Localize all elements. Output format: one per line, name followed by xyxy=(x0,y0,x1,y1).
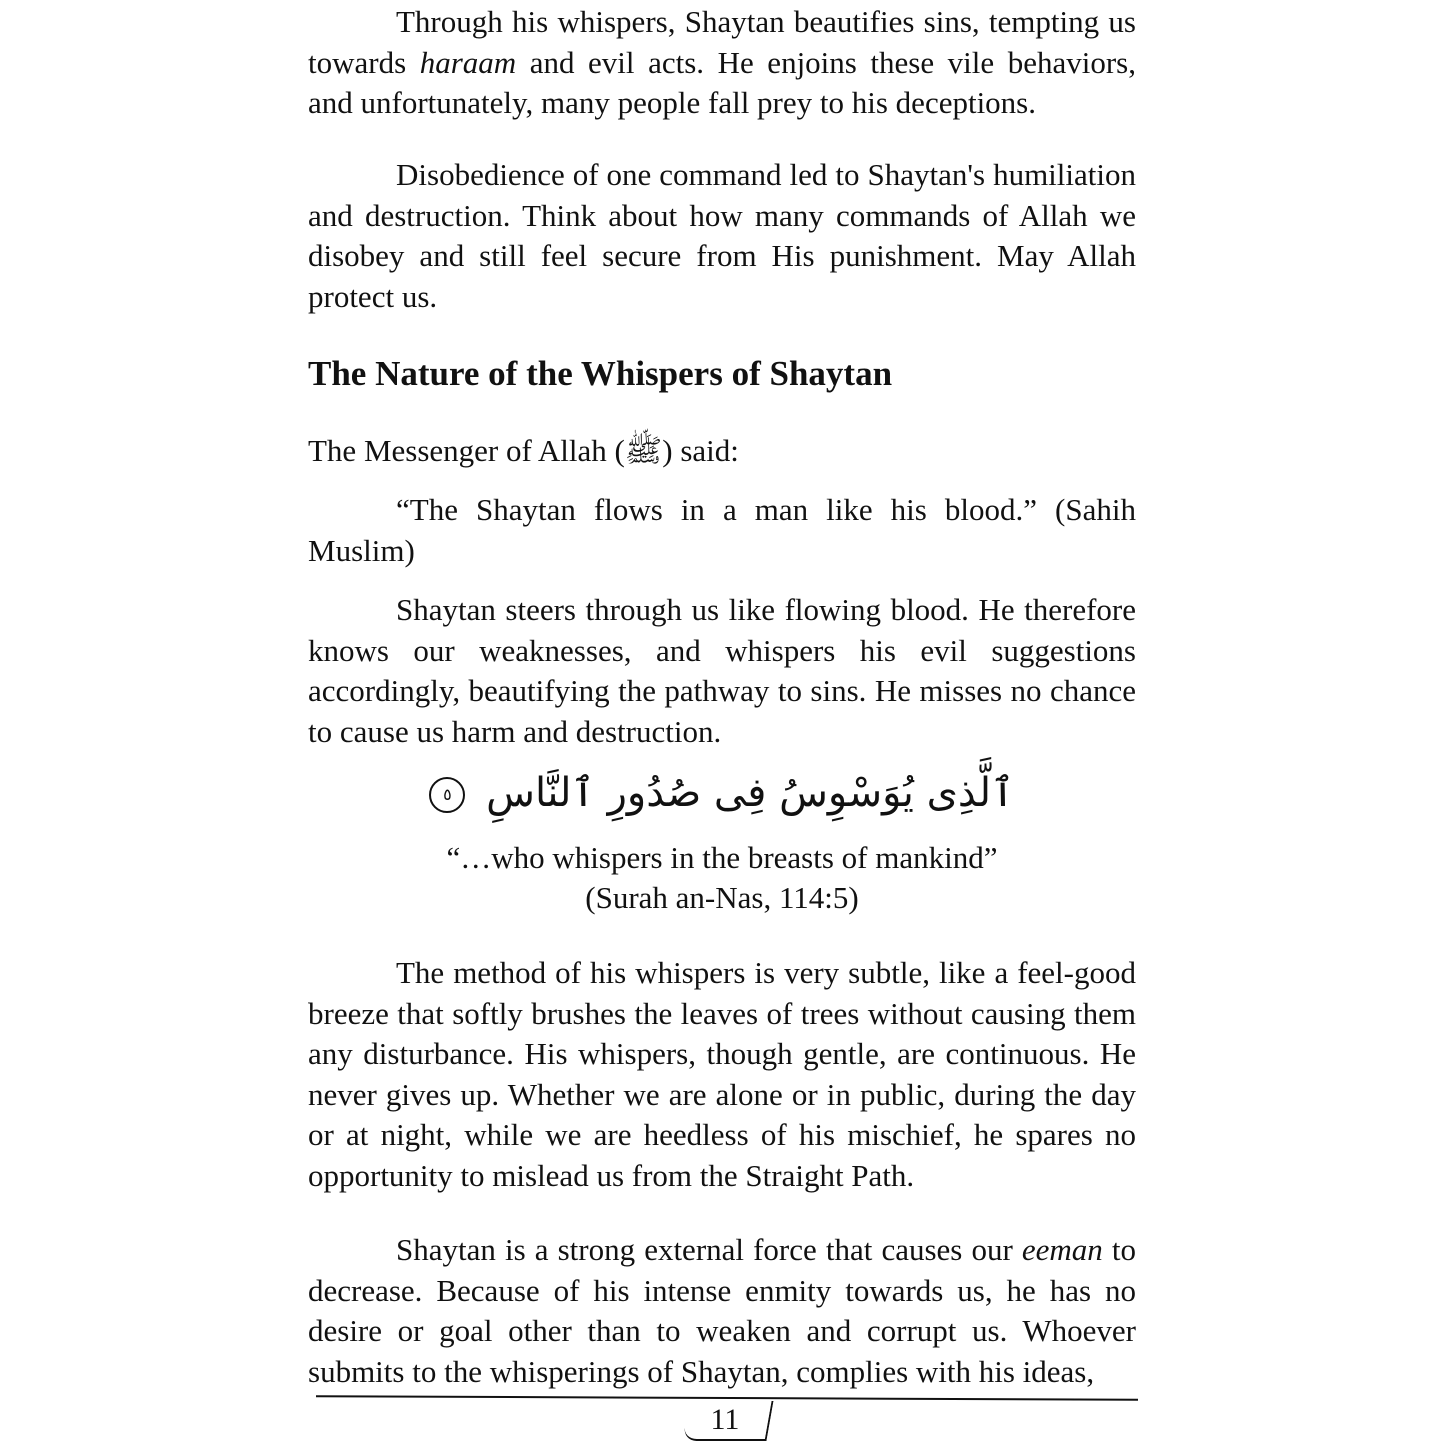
book-page xyxy=(308,0,1136,1445)
paragraph-3: The Messenger of Allah (ﷺ) said: xyxy=(308,433,739,468)
hadith-quote: “The Shaytan flows in a man like his blood.” (Sahih Muslim) xyxy=(308,492,1136,568)
quran-verse-arabic xyxy=(308,758,1136,828)
verse-citation: (Surah an-Nas, 114:5) xyxy=(585,880,859,915)
paragraph-6 xyxy=(308,1230,1136,1392)
paragraph-5: The method of his whispers is very subtle, like a feel-good breeze that softly brushes the leaves of trees without causing them any disturbance. His whispers, though gentle, are continuous. He never gives up. Whether we are alone or in public, during the day or at night, while we are heedless of his mischief, he spares no opportunity to mislead us from the Straight Path. xyxy=(308,955,1136,1193)
paragraph-6-text-b: to decrease. Because of his intense enmity towards us, he has no desire or goal other than to weaken and corrupt us. Whoever submits to the whisperings of Shaytan, complies with his ideas, xyxy=(308,1232,1136,1389)
verse-translation: “…who whispers in the breasts of mankind” xyxy=(446,840,998,875)
page-number: 11 xyxy=(710,1403,740,1436)
paragraph-6-text-a: Shaytan is a strong external force that causes our xyxy=(396,1232,1022,1267)
paragraph-4: Shaytan steers through us like flowing blood. He therefore knows our weaknesses, and whispers his evil suggestions accordingly, beautifying the pathway to sins. He misses no chance to cause us harm and destruction. xyxy=(308,592,1136,749)
arabic-verse-text: ٱلَّذِى يُوَسْوِسُ فِى صُدُورِ ٱلنَّاسِ xyxy=(486,770,1015,816)
paragraph-1-text-a: Through his whispers, Shaytan beautifies sins, tempting us towards xyxy=(308,4,1136,80)
paragraph-6-italic: eeman xyxy=(1021,1232,1103,1267)
ayah-end-marker: ٥ xyxy=(429,777,465,813)
paragraph-1-italic: haraam xyxy=(419,44,517,80)
paragraph-2: Disobedience of one command led to Shaytan's humiliation and destruction. Think about how many commands of Allah we disobey and still feel secure from His punishment. May Allah protect us. xyxy=(308,157,1136,314)
paragraph-1-text-b: and evil acts. He enjoins these vile behaviors, and unfortunately, many people fall prey to his deceptions. xyxy=(308,44,1136,120)
section-heading: The Nature of the Whispers of Shaytan xyxy=(308,354,893,393)
paragraph-1 xyxy=(308,2,1136,124)
